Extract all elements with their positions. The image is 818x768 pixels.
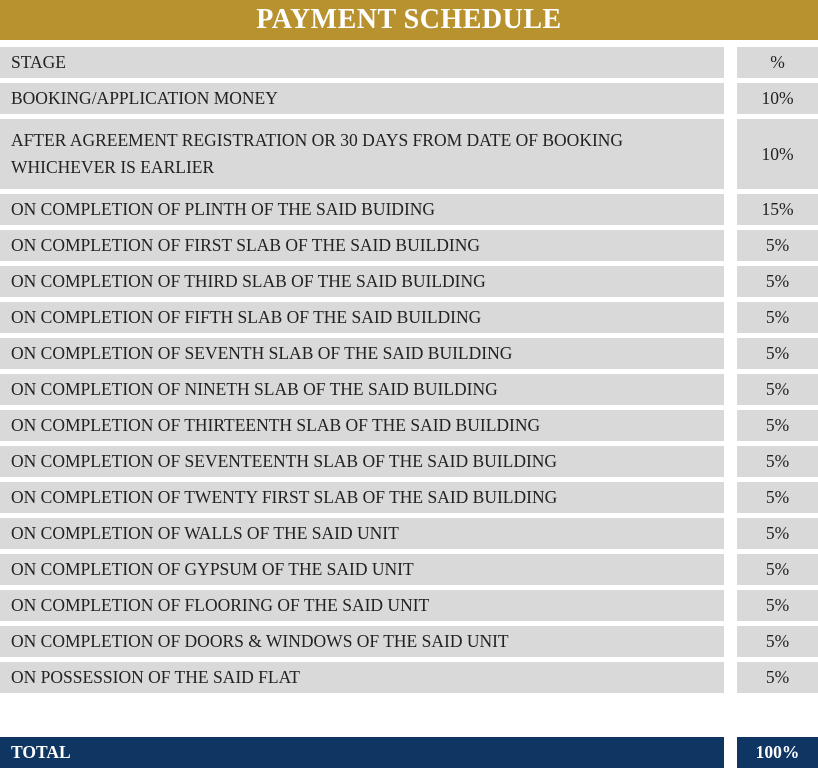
stage-cell: ON COMPLETION OF DOORS & WINDOWS OF THE SAID UNIT <box>0 626 724 657</box>
table-row <box>0 338 818 369</box>
stage-cell: ON COMPLETION OF FLOORING OF THE SAID UNIT <box>0 590 724 621</box>
percent-cell: 5% <box>737 446 818 477</box>
table-row <box>0 482 818 513</box>
percent-cell: 5% <box>737 554 818 585</box>
table-row <box>0 302 818 333</box>
table-row <box>0 374 818 405</box>
stage-cell: ON COMPLETION OF PLINTH OF THE SAID BUIDING <box>0 194 724 225</box>
table-row <box>0 590 818 621</box>
percent-cell: 5% <box>737 338 818 369</box>
table-row <box>0 554 818 585</box>
page-title: PAYMENT SCHEDULE <box>256 4 562 35</box>
stage-cell: ON COMPLETION OF WALLS OF THE SAID UNIT <box>0 518 724 549</box>
table-row <box>0 518 818 549</box>
percent-cell: 5% <box>737 266 818 297</box>
percent-cell: 5% <box>737 230 818 261</box>
stage-cell: ON COMPLETION OF THIRTEENTH SLAB OF THE SAID BUILDING <box>0 410 724 441</box>
percent-cell: 10% <box>737 119 818 189</box>
payment-schedule-header <box>0 0 818 40</box>
column-header-percent: % <box>737 47 818 78</box>
stage-cell: ON COMPLETION OF GYPSUM OF THE SAID UNIT <box>0 554 724 585</box>
stage-cell: ON COMPLETION OF FIFTH SLAB OF THE SAID BUILDING <box>0 302 724 333</box>
table-row <box>0 194 818 225</box>
percent-cell: 5% <box>737 374 818 405</box>
stage-cell: ON COMPLETION OF SEVENTEENTH SLAB OF THE SAID BUILDING <box>0 446 724 477</box>
payment-schedule-table <box>0 47 818 698</box>
stage-cell: ON COMPLETION OF FIRST SLAB OF THE SAID BUILDING <box>0 230 724 261</box>
column-header-stage: STAGE <box>0 47 724 78</box>
percent-cell: 5% <box>737 482 818 513</box>
stage-cell: BOOKING/APPLICATION MONEY <box>0 83 724 114</box>
percent-cell: 15% <box>737 194 818 225</box>
percent-cell: 5% <box>737 590 818 621</box>
table-header-row <box>0 47 818 78</box>
total-percent: 100% <box>737 737 818 768</box>
table-row <box>0 119 818 189</box>
stage-cell: ON COMPLETION OF THIRD SLAB OF THE SAID BUILDING <box>0 266 724 297</box>
stage-cell: ON POSSESSION OF THE SAID FLAT <box>0 662 724 693</box>
table-row <box>0 83 818 114</box>
stage-cell: ON COMPLETION OF TWENTY FIRST SLAB OF THE SAID BUILDING <box>0 482 724 513</box>
stage-cell: AFTER AGREEMENT REGISTRATION OR 30 DAYS FROM DATE OF BOOKING WHICHEVER IS EARLIER <box>0 119 724 189</box>
percent-cell: 5% <box>737 518 818 549</box>
total-label: TOTAL <box>0 737 724 768</box>
stage-cell: ON COMPLETION OF NINETH SLAB OF THE SAID BUILDING <box>0 374 724 405</box>
table-row <box>0 410 818 441</box>
table-row <box>0 266 818 297</box>
table-total-row <box>0 737 818 768</box>
table-row <box>0 662 818 693</box>
percent-cell: 5% <box>737 626 818 657</box>
table-row <box>0 230 818 261</box>
percent-cell: 5% <box>737 410 818 441</box>
table-row <box>0 446 818 477</box>
percent-cell: 5% <box>737 662 818 693</box>
percent-cell: 5% <box>737 302 818 333</box>
table-row <box>0 626 818 657</box>
percent-cell: 10% <box>737 83 818 114</box>
total-row <box>0 737 818 768</box>
stage-cell: ON COMPLETION OF SEVENTH SLAB OF THE SAID BUILDING <box>0 338 724 369</box>
